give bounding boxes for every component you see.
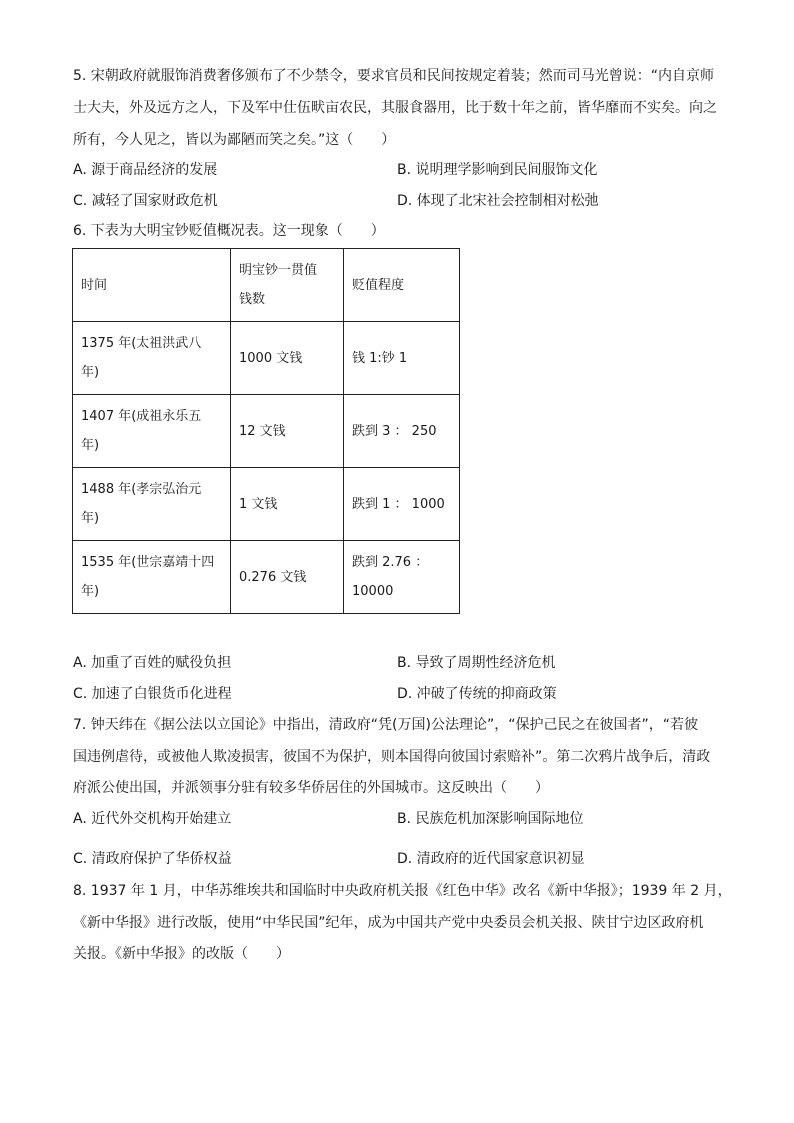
q6-option-c: C. 加速了白银货币化进程: [73, 686, 232, 702]
q7-stem-line-2: 国违例虐待，或被他人欺凌损害，彼国不为保护，则本国得向彼国讨索赔补”。第二次鸦片战争后，清政: [73, 749, 711, 765]
table-header-row: [73, 249, 460, 322]
q7-stem-line-1: 7. 钟天纬在《据公法以立国论》中指出，清政府“凭(万国)公法理论”，“保护己民之在彼国者”，“若彼: [73, 717, 698, 733]
cell-value: 0.276 文钱: [231, 541, 344, 614]
q7-option-b: B. 民族危机加深影响国际地位: [397, 811, 584, 827]
table-row: [73, 468, 460, 541]
cell-value: 12 文钱: [231, 395, 344, 468]
q7-option-d: D. 清政府的近代国家意识初显: [397, 851, 585, 867]
q7-option-a: A. 近代外交机构开始建立: [73, 811, 232, 827]
header-degree: 贬值程度: [344, 249, 460, 322]
q5-stem-line-2: 士大夫，外及远方之人，下及军中仕伍畎亩农民，其服食器用，比于数十年之前，皆华靡而不实矣。向之: [73, 100, 717, 116]
header-value: [231, 249, 344, 322]
q8-stem-line-1: 8. 1937 年 1 月，中华苏维埃共和国临时中央政府机关报《红色中华》改名《新中华报》；1939 年 2 月，: [73, 883, 732, 899]
q6-option-a: A. 加重了百姓的赋役负担: [73, 655, 232, 671]
q8-stem-line-2: 《新中华报》进行改版，使用“中华民国”纪年，成为中国共产党中央委员会机关报、陕甘宁边区政府机: [73, 915, 704, 931]
q5-option-a: A. 源于商品经济的发展: [73, 162, 218, 178]
table-row: [73, 541, 460, 614]
cell-time-line-2: 年): [81, 438, 100, 453]
cell-degree: 钱 1:钞 1: [344, 322, 460, 395]
q7-stem-line-3: 府派公使出国，并派领事分驻有较多华侨居住的外国城市。这反映出（ ）: [73, 780, 549, 796]
q6-option-b: B. 导致了周期性经济危机: [397, 655, 556, 671]
cell-degree: 跌到 1 ： 1000: [344, 468, 460, 541]
cell-time-line-2: 年): [81, 511, 100, 526]
q5-option-b: B. 说明理学影响到民间服饰文化: [397, 162, 598, 178]
cell-time: [73, 322, 231, 395]
cell-time: [73, 541, 231, 614]
cell-degree: [344, 541, 460, 614]
q6-stem-line-1: 6. 下表为大明宝钞贬值概况表。这一现象（ ）: [73, 223, 385, 239]
cell-time-line-1: 1535 年(世宗嘉靖十四: [81, 555, 215, 570]
cell-time-line-1: 1407 年(成祖永乐五: [81, 409, 202, 424]
q6-option-d: D. 冲破了传统的抑商政策: [397, 686, 557, 702]
header-value-line-1: 明宝钞一贯值: [239, 263, 318, 278]
cell-value: 1 文钱: [231, 468, 344, 541]
table-row: [73, 322, 460, 395]
q8-stem-line-3: 关报。《新中华报》的改版（ ）: [73, 946, 290, 962]
cell-value: 1000 文钱: [231, 322, 344, 395]
cell-time-line-2: 年): [81, 584, 100, 599]
cell-degree: 跌到 3 ： 250: [344, 395, 460, 468]
header-value-line-2: 钱数: [239, 292, 266, 307]
currency-devaluation-table: [72, 248, 460, 614]
cell-degree-line-1: 跌到 2.76 ：: [352, 555, 429, 570]
q7-option-c: C. 清政府保护了华侨权益: [73, 851, 232, 867]
q5-option-d: D. 体现了北宋社会控制相对松弛: [397, 193, 599, 209]
header-time: 时间: [73, 249, 231, 322]
cell-time: [73, 395, 231, 468]
cell-time-line-1: 1488 年(孝宗弘治元: [81, 482, 202, 497]
cell-degree-line-2: 10000: [352, 584, 394, 599]
q5-stem-line-1: 5. 宋朝政府就服饰消费奢侈颁布了不少禁令，要求官员和民间按规定着装；然而司马光曾说：“内自京师: [73, 68, 715, 84]
table-row: [73, 395, 460, 468]
cell-time-line-1: 1375 年(太祖洪武八: [81, 336, 202, 351]
cell-time-line-2: 年): [81, 365, 100, 380]
q5-option-c: C. 减轻了国家财政危机: [73, 193, 218, 209]
cell-time: [73, 468, 231, 541]
q5-stem-line-3: 所有，今人见之，皆以为鄙陋而笑之矣。”这（ ）: [73, 132, 396, 148]
